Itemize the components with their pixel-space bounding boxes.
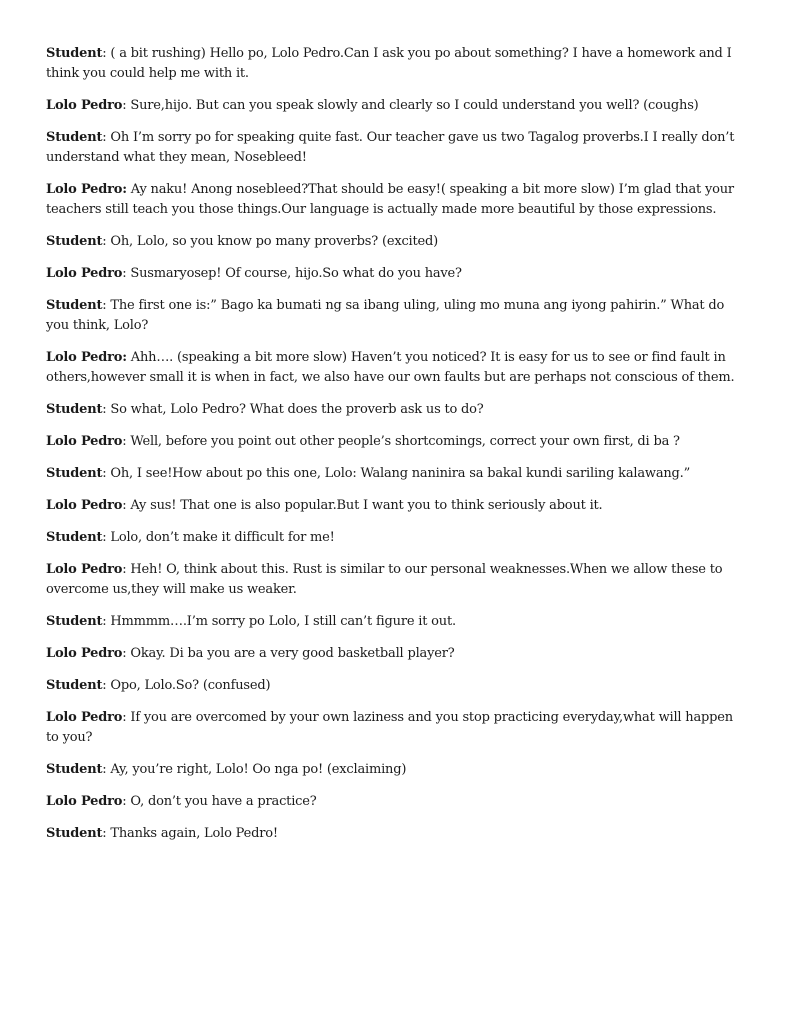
speaker-name: Lolo Pedro bbox=[46, 794, 123, 809]
speaker-name: Student bbox=[46, 466, 103, 481]
speaker-separator: : bbox=[122, 710, 131, 725]
dialogue-text: Okay. Di ba you are a very good basketball player? bbox=[130, 646, 455, 661]
dialogue-text: Oh I’m sorry po for speaking quite fast. Our teacher gave us two Tagalog proverbs.I I really don’t understand what they mean, Nosebleed! bbox=[46, 130, 735, 165]
speaker-separator: : bbox=[102, 826, 111, 841]
dialogue-line bbox=[46, 676, 746, 696]
speaker-name: Student bbox=[46, 130, 103, 145]
speaker-name: Student bbox=[46, 826, 103, 841]
speaker-name: Student bbox=[46, 46, 103, 61]
speaker-name: Student bbox=[46, 298, 103, 313]
dialogue-line bbox=[46, 96, 746, 116]
dialogue-line bbox=[46, 496, 746, 516]
dialogue-text: Well, before you point out other people’s shortcomings, correct your own first, di ba ? bbox=[130, 434, 680, 449]
dialogue-text: Oh, I see!How about po this one, Lolo: Walang naninira sa bakal kundi sariling kalawang.” bbox=[110, 466, 691, 481]
dialogue-line bbox=[46, 612, 746, 632]
speaker-name: Lolo Pedro: bbox=[46, 350, 127, 365]
dialogue-line bbox=[46, 760, 746, 780]
dialogue-text: Sure,hijo. But can you speak slowly and clearly so I could understand you well? (coughs) bbox=[130, 98, 699, 113]
dialogue-line bbox=[46, 128, 746, 168]
speaker-separator: : bbox=[102, 298, 111, 313]
speaker-name: Lolo Pedro bbox=[46, 646, 123, 661]
dialogue-text: O, don’t you have a practice? bbox=[130, 794, 317, 809]
speaker-name: Student bbox=[46, 678, 103, 693]
speaker-separator: : bbox=[102, 130, 111, 145]
speaker-separator: : bbox=[122, 498, 131, 513]
speaker-separator: : bbox=[102, 466, 111, 481]
dialogue-line bbox=[46, 348, 746, 388]
dialogue-line bbox=[46, 464, 746, 484]
dialogue-line bbox=[46, 232, 746, 252]
dialogue-text: Ay naku! Anong nosebleed?That should be easy!( speaking a bit more slow) I’m glad that your teachers still teach you those things.Our language is actually made more beautiful by those expressions. bbox=[46, 182, 734, 217]
speaker-separator: : bbox=[122, 434, 131, 449]
speaker-name: Lolo Pedro bbox=[46, 710, 123, 725]
speaker-separator: : bbox=[122, 646, 131, 661]
speaker-separator: : bbox=[122, 562, 131, 577]
dialogue-text: Heh! O, think about this. Rust is similar to our personal weaknesses.When we allow these to overcome us,they will make us weaker. bbox=[46, 562, 723, 597]
speaker-name: Lolo Pedro bbox=[46, 434, 123, 449]
speaker-name: Student bbox=[46, 402, 103, 417]
speaker-name: Student bbox=[46, 762, 103, 777]
speaker-separator: : bbox=[102, 46, 111, 61]
dialogue-text: Hmmmm….I’m sorry po Lolo, I still can’t figure it out. bbox=[110, 614, 456, 629]
speaker-separator: : bbox=[102, 402, 111, 417]
dialogue-line bbox=[46, 296, 746, 336]
speaker-name: Student bbox=[46, 614, 103, 629]
speaker-separator: : bbox=[102, 530, 111, 545]
dialogue-text: Ay, you’re right, Lolo! Oo nga po! (exclaiming) bbox=[110, 762, 407, 777]
speaker-separator: : bbox=[102, 234, 111, 249]
speaker-name: Lolo Pedro bbox=[46, 266, 123, 281]
dialogue-line bbox=[46, 180, 746, 220]
speaker-name: Lolo Pedro bbox=[46, 98, 123, 113]
dialogue-text: Ahh…. (speaking a bit more slow) Haven’t you noticed? It is easy for us to see or find fault in others,however small it is when in fact, we also have our own faults but are perhaps not conscious of them. bbox=[46, 350, 735, 385]
speaker-separator: : bbox=[102, 614, 111, 629]
speaker-separator: : bbox=[102, 762, 111, 777]
dialogue-text: Opo, Lolo.So? (confused) bbox=[110, 678, 271, 693]
dialogue-line bbox=[46, 824, 746, 844]
speaker-separator: : bbox=[122, 794, 131, 809]
speaker-separator: : bbox=[102, 678, 111, 693]
speaker-name: Student bbox=[46, 530, 103, 545]
speaker-name: Student bbox=[46, 234, 103, 249]
dialogue-line bbox=[46, 432, 746, 452]
dialogue-text: Thanks again, Lolo Pedro! bbox=[110, 826, 278, 841]
dialogue-line bbox=[46, 644, 746, 664]
dialogue-text: So what, Lolo Pedro? What does the proverb ask us to do? bbox=[110, 402, 484, 417]
dialogue-line bbox=[46, 44, 746, 84]
dialogue-line bbox=[46, 708, 746, 748]
dialogue-line bbox=[46, 560, 746, 600]
document-page bbox=[46, 44, 746, 856]
dialogue-text: Lolo, don’t make it difficult for me! bbox=[110, 530, 335, 545]
speaker-name: Lolo Pedro bbox=[46, 498, 123, 513]
dialogue-text: Ay sus! That one is also popular.But I want you to think seriously about it. bbox=[130, 498, 603, 513]
speaker-separator: : bbox=[122, 266, 131, 281]
dialogue-text: The first one is:” Bago ka bumati ng sa ibang uling, uling mo muna ang iyong pahirin.” What do you think, Lolo? bbox=[46, 298, 725, 333]
dialogue-text: If you are overcomed by your own laziness and you stop practicing everyday,what will happen to you? bbox=[46, 710, 733, 745]
dialogue-line bbox=[46, 792, 746, 812]
speaker-separator: : bbox=[122, 98, 131, 113]
speaker-name: Lolo Pedro: bbox=[46, 182, 127, 197]
dialogue-line bbox=[46, 528, 746, 548]
speaker-name: Lolo Pedro bbox=[46, 562, 123, 577]
dialogue-line bbox=[46, 264, 746, 284]
dialogue-text: Oh, Lolo, so you know po many proverbs? (excited) bbox=[110, 234, 439, 249]
dialogue-text: Susmaryosep! Of course, hijo.So what do you have? bbox=[130, 266, 462, 281]
dialogue-line bbox=[46, 400, 746, 420]
dialogue-text: ( a bit rushing) Hello po, Lolo Pedro.Can I ask you po about something? I have a homework and I think you could help me with it. bbox=[46, 46, 732, 81]
